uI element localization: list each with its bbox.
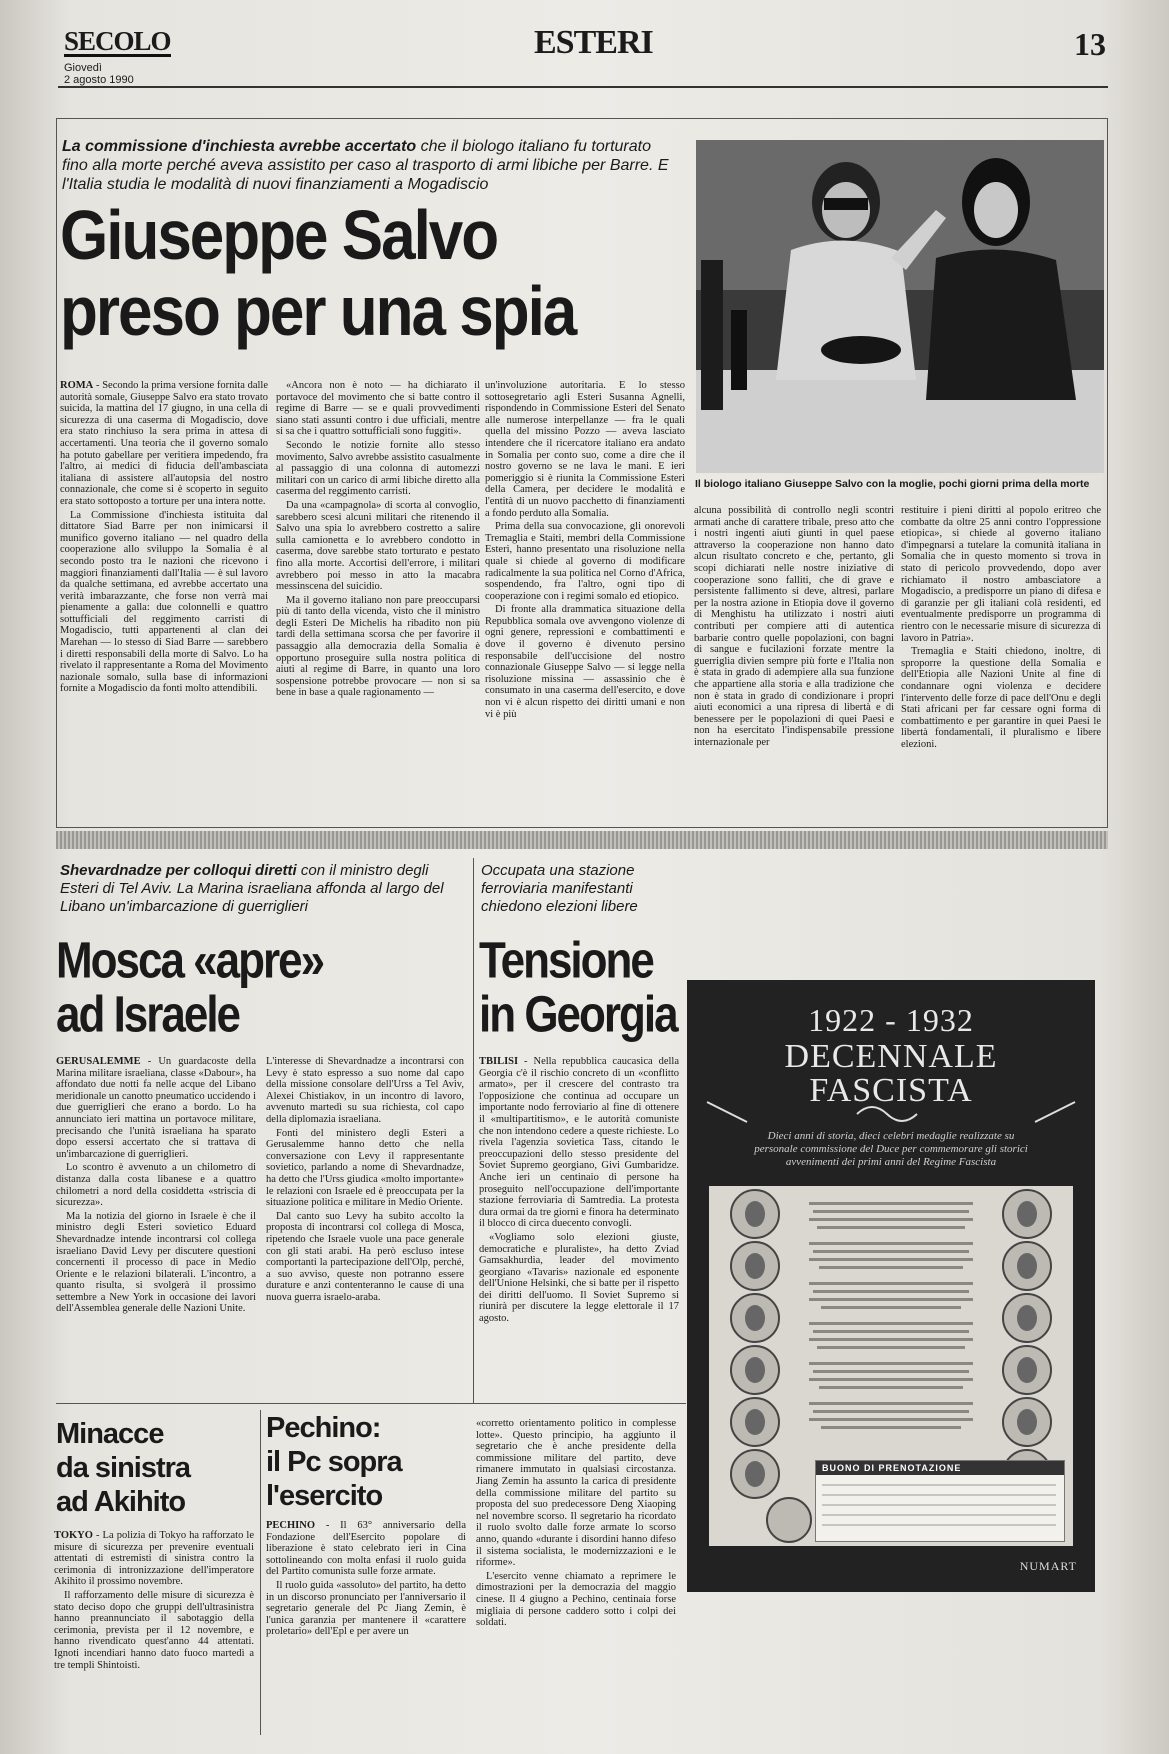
section-separator xyxy=(56,831,1108,849)
article-pechino-col2-p1: «corretto orientamento politico in complesse lotte». Questo principio, ha aggiunto il segretario che è anche presidente della commissione militare del partito, deve rimanere immutato in qualsiasi circostanza. Jiang Zemin ha assunto la carica di presidente della commissione militare del partito su proposta del suo predecessore Deng Xiaoping nel novembre scorso. Il segretario ha ricordato il ruolo svolto dalle forze armate lo scorso anno, quando «durante i disordini hanno difeso il sistema socialista, le modernizzazioni e le riforme». xyxy=(476,1418,676,1569)
article-mosca-headline-line2: ad Israele xyxy=(56,986,240,1043)
article-pechino-headline-line3: l'esercito xyxy=(266,1480,383,1512)
article-mosca-kicker-rest: con il ministro degli Esteri di Tel Aviv. La Marina israeliana affonda al largo del Libano un'imbarcazione di guerriglieri xyxy=(60,862,444,915)
section-title: ESTERI xyxy=(534,24,653,61)
dateline: TBILISI xyxy=(479,1056,519,1067)
photo-salvo-and-wife xyxy=(696,140,1104,473)
article-pechino-headline-line1: Pechino: xyxy=(266,1412,381,1444)
photo-illustration xyxy=(696,140,1104,473)
dateline: ROMA xyxy=(60,380,94,391)
article-salvo-headline-line1: Giuseppe Salvo xyxy=(60,197,498,275)
article-mosca-col-1 xyxy=(56,1056,256,1406)
article-mosca-kicker-bold: Shevardnadze per colloqui diretti xyxy=(60,862,297,879)
article-mosca-kicker xyxy=(60,862,460,916)
article-mosca-col2-p1: L'interesse di Shevardnadze a incontrarsi con Levy è stato espresso a suo nome dal capo della missione consolare dell'Urss a Tel Aviv, Alexei Chistiakov, in un incontro di lavoro, avvenuto martedì su sua richiesta, col capo della diplomazia israeliana. xyxy=(266,1056,464,1125)
article-salvo-kicker-bold: La commissione d'inchiesta avrebbe accertato xyxy=(62,138,417,155)
article-georgia-headline-line1: Tensione xyxy=(479,932,653,989)
article-salvo-col2-p4: Ma il governo italiano non pare preoccuparsi più di tanto della vicenda, visto che il ministro degli Esteri De Michelis ha ribadito non più tardi della settimana scorsa che per favorire il passaggio alla democrazia della Somalia è opportuno proseguire sulla nostra politica di aiuti al regime di Barre, in quanto una loro sospensione potrebbe provocare — non si sa bene in base a quale ragionamento — xyxy=(276,594,480,699)
dateline: GERUSALEMME xyxy=(56,1056,141,1067)
article-salvo-col1-p1 xyxy=(60,380,268,508)
article-salvo-col5-p2: Tremaglia e Staiti chiedono, inoltre, di sproporre la questione della Somalia e dell'Etiopia alle Nazioni Unite al fine di condannare ogni violenza e decidere l'intervento delle forze di pace dell'Onu e degli Stati africani per far cessare ogni forma di combattimento e per garantire in quei Paesi le libertà fondamentali, il pluralismo e libere elezioni. xyxy=(901,646,1101,750)
article-mosca-col1-p3: Ma la notizia del giorno in Israele è che il ministro degli Esteri sovietico Eduard Shevardnadze intende incontrarsi col collega israeliano David Levy per discutere questioni concernenti il processo di pace in Medio Oriente e le relazioni bilaterali. L'incontro, a quanto risulta, si svolgerà il prossimo settembre a New York in occasione dei lavori dell'Assemblea generale delle Nazioni Unite. xyxy=(56,1210,256,1315)
masthead-logo: SECOLO xyxy=(64,26,171,56)
article-salvo-col1-p2: La Commissione d'inchiesta istituita dal dittatore Siad Barre per non inimicarsi il munifico governo italiano — nel quadro della cooperazione allo sviluppo la Somalia è al secondo posto tra le nazioni che ricevono i maggiori finanziamenti dall'Italia — è sul lavoro da qualche settimana, ed avrebbe accertato una verità imbarazzante, che forse non verrà mai pienamente a galla: due colonnelli e quattro sottufficiali del reggimento carristi di Mogadiscio, tutti appartenenti al clan dei Marehan — lo stesso di Siad Barre — sarebbero i diretti responsabili della morte di Salvo. Lo ha rivelato il rappresentante a Roma del Movimento nazionale somalo, sulla base di informazioni fornite a Mogadiscio da fonti molto attendibili. xyxy=(60,509,268,695)
article-georgia-kicker: Occupata una stazione ferroviaria manifestanti chiedono elezioni libere xyxy=(481,862,638,915)
article-mosca-col1-p1 xyxy=(56,1056,256,1160)
article-salvo-kicker xyxy=(62,137,677,194)
advert-decennale xyxy=(687,980,1095,1592)
advert-coupon xyxy=(815,1460,1065,1542)
advert-subtitle: Dieci anni di storia, dieci celebri medaglie realizzate su personale commissione del Duce per commemorare gli storici avvenimenti dei primi anni del Regime Fascista xyxy=(754,1130,1028,1168)
paragraph-text: - Un guardacoste della Marina militare israeliana, classe «Dabour», ha affondato due notti fa nelle acque del Libano meridionale un canotto pneumatico uccidendo i due guerriglieri che erano a bordo. Lo ha annunciato ieri mattina un portavoce militare, precisando che l'unità israeliana ha sparato dopo essersi accertato che si trattava di un'imbarcazione di guerriglieri. xyxy=(56,1056,256,1160)
article-salvo-col3-p3: Di fronte alla drammatica situazione della Repubblica somala ove avvengono violenze di ogni genere, repressioni e combattimenti e dove il governo è divenuto persino responsabile dell'uccisione del nostro connazionale Giuseppe Salvo — si legge nella risoluzione missina — assassinio che è consumato in una caserma dell'esercito, e dove non vi è alcun rispetto dei diritti umani e non vi è più xyxy=(485,604,685,720)
masthead-rule xyxy=(58,86,1108,88)
paragraph-text: - Il 63° anniversario della Fondazione dell'Esercito popolare di liberazione è stato celebrato ieri in Cina sottolineando con molta enfasi il ruolo guida del Partito comunista sulle forze armate. xyxy=(266,1520,466,1578)
row-rule xyxy=(56,1403,686,1404)
advert-medals-panel xyxy=(709,1186,1073,1546)
article-salvo-col4-p1: alcuna possibilità di controllo negli scontri armati anche di carattere tribale, preso atto che i nostri ingenti aiuti giunti in quel paese attraverso la cooperazione non hanno dato alcun risultato concreto e che, pertanto, gli scopi dichiarati nelle nostre iniziative di cooperazione sono falliti, che di grave e persistente fallimento si deve, altresì, parlare per la nostra azione in Etiopia dove il governo di Menghistu ha utilizzato i nostri aiuti contributi per compiere atti di autentica barbarie contro quelle popolazioni, con bagni di sangue e fucilazioni forzate mentre la guerriglia divien sempre più forte e l'Italia non è stata in grado di adempiere alla sua funzione che appartiene alla storia e alla tradizione che non è stata in grado di condizionare i propri aiuti economici a una ripresa di libertà e di benessere per le popolazioni di quei Paesi e non ha esercitato l'indispensabile pressione internazionale per xyxy=(694,505,894,748)
article-georgia-headline-line2: in Georgia xyxy=(479,986,677,1043)
page-number: 13 xyxy=(1074,26,1106,62)
article-salvo-col-5 xyxy=(901,505,1101,816)
article-mosca-col1-p2: Lo scontro è avvenuto a un chilometro di distanza dalla costa libanese e a quattro chilometri a nord della cosiddetta «striscia di sicurezza». xyxy=(56,1162,256,1209)
article-pechino-headline-line2: il Pc sopra xyxy=(266,1446,402,1478)
article-salvo-col-1 xyxy=(60,380,268,816)
article-salvo-col3-p2: Prima della sua convocazione, gli onorevoli Tremaglia e Staiti, membri della Commissione Esteri, hanno presentato una risoluzione nella quale si chiede al governo di modificare radicalmente la sua politica nel Corno d'Africa, sospendendo, fra l'altro, ogni tipo di cooperazione con i regimi somalo ed etiopico. xyxy=(485,521,685,602)
article-mosca-col2-p2: Fonti del ministero degli Esteri a Gerusalemme hanno detto che nella conversazione con Levy il rappresentante sovietico, parlando a nome di Shevardnadze, ha detto che l'Urss giudica «molto importante» le relazioni con Israele ed è preoccupata per la situazione politica e militare in Medio Oriente. xyxy=(266,1127,464,1209)
article-pechino-col1-p1 xyxy=(266,1520,466,1578)
article-salvo-col5-p1: restituire i pieni diritti al popolo eritreo che combatte da oltre 25 anni contro l'oppressione etiopica», si chiede al governo italiano d'impegnarsi a tutelare la comunità italiana in Somalia che in questo momento si trova in stato di pericolo provvedendo, dopo aver richiamato il nostro ambasciatore a Mogadiscio, a predisporre un piano di difesa e di garanzie per gli italiani colà residenti, ed eventualmente predisporre un programma di rientro con le necessarie misure di sicurezza di lavoro in Patria». xyxy=(901,505,1101,644)
article-salvo-col2-p3: Da una «campagnola» di scorta al convoglio, sarebbero scesi alcuni militari che ritenendo il Salvo una spia lo avrebbero costretto a salire sulla camionetta e lo avrebbero condotto in caserma, dove sarebbe stato torturato e pestato fino alla morte. Accortisi dell'errore, i militari avrebbero poi messo in atto la macabra messinscena del suicidio. xyxy=(276,499,480,593)
article-pechino-col-1 xyxy=(266,1520,466,1735)
masthead-date-value: 2 agosto 1990 xyxy=(64,74,134,86)
article-salvo-col-3 xyxy=(485,380,685,816)
paragraph-text: - Nella repubblica caucasica della Georgia c'è il rischio concreto di un «conflitto armato», per il crescere del contrasto tra l'opposizione che continua ad occupare un importante nodo ferroviario al fine di ottenere il «multipartitismo», e le autorità comuniste che non intendono cedere a queste richieste. Lo rivela l'agenzia sovietica Tass, citando le preoccupazioni dello stesso presidente del Soviet Supremo georgiano, Givi Gumbaridze. Anche ieri un centinaio di persone ha proseguito nell'occupazione dell'importante stazione ferroviaria di Samtredia. La protesta dura ormai da tre giorni e finora ha determinato il blocco di circa duecento convogli. xyxy=(479,1056,679,1230)
advert-title-line1: DECENNALE xyxy=(784,1038,998,1075)
article-akihito-headline-line2: da sinistra xyxy=(56,1452,191,1484)
advert-brand: NUMART xyxy=(1019,1559,1077,1573)
advert-title-line2: FASCISTA xyxy=(809,1072,973,1109)
article-akihito-col1-p1 xyxy=(54,1530,254,1588)
paragraph-text: - Secondo la prima versione fornita dalle autorità somale, Giuseppe Salvo era stato trovato suicida, la mattina del 17 giugno, in una cella di sicurezza di una caserma di Mogadiscio, dove era stato rinchiuso la sera prima in attesa di accertamenti. Una teoria che il governo somalo ha potuto gabellare per veritiera impedendo, fra l'altro, ai medici di fiducia dell'ambasciata italiana di assistere all'autopsia del nostro connazionale, che come si è scoperto in seguito era stato sottoposto a torture per una intera notte. xyxy=(60,380,268,507)
article-akihito-col-1 xyxy=(54,1530,254,1735)
photo-caption: Il biologo italiano Giuseppe Salvo con la moglie, pochi giorni prima della morte xyxy=(695,478,1090,490)
article-salvo-col-4 xyxy=(694,505,894,816)
article-georgia-col-1 xyxy=(479,1056,679,1406)
paragraph-text: - La polizia di Tokyo ha rafforzato le misure di sicurezza per prevenire eventuali attentati di estremisti di sinistra contro la cerimonia di intronizzazione dell'imperatore Akihito il prossimo novembre. xyxy=(54,1530,254,1588)
article-akihito-col1-p2: Il rafforzamento delle misure di sicurezza è stato deciso dopo che gruppi dell'ultrasinistra hanno preannunciato il sabotaggio della cerimonia, prevista per il 12 novembre, e hanno rivendicato quest'anno 44 attentati. Ignoti incendiari hanno dato fuoco martedì a tre templi Shintoisti. xyxy=(54,1589,254,1671)
article-pechino-col2-p2: L'esercito venne chiamato a reprimere le dimostrazioni per la democrazia del maggio cinese. Il 4 giugno a Pechino, centinaia forse migliaia di persone caddero sotto i colpi dei soldati. xyxy=(476,1570,676,1629)
article-salvo-headline-line2: preso per una spia xyxy=(60,273,576,351)
article-akihito-headline-line1: Minacce xyxy=(56,1418,164,1450)
article-pechino-col-2 xyxy=(476,1418,676,1735)
article-salvo-col2-p2: Secondo le notizie fornite allo stesso movimento, Salvo avrebbe assistito casualmente al passaggio di una colonna di automezzi militari con un carico di armi libiche diretto alla caserma del reggimento carristi. xyxy=(276,439,480,498)
article-mosca-headline-line1: Mosca «apre» xyxy=(56,932,324,989)
article-pechino-col1-p2: Il ruolo guida «assoluto» del partito, ha detto in un discorso pronunciato per l'anniversario il segretario generale del Pc Jiang Zemin, è l'unica garanzia per mantenere il «carattere proletario» dell'Epl e per avere un xyxy=(266,1579,466,1638)
coupon-lines xyxy=(816,1475,1062,1535)
dateline: PECHINO xyxy=(266,1520,316,1531)
article-salvo-col2-p1: «Ancora non è noto — ha dichiarato il portavoce del movimento che si batte contro il regime di Barre — se e quali provvedimenti siano stati assunti contro i due ufficiali, mentre si sa che i quattro sottufficiali sono fuggiti». xyxy=(276,380,480,438)
dateline: TOKYO xyxy=(54,1530,93,1541)
article-salvo-kicker-rest: che il biologo italiano fu torturato fino alla morte perché aveva assistito per caso al trasporto di armi libiche per Barre. E l'Italia studia le modalità di nuovi finanziamenti a Mogadiscio xyxy=(62,138,669,193)
masthead-day: Giovedì xyxy=(64,62,102,74)
column-rule xyxy=(260,1410,261,1735)
article-salvo-col-2 xyxy=(276,380,480,816)
masthead-date xyxy=(64,62,134,86)
advert-ornament xyxy=(687,1092,1095,1132)
advert-coupon-title: BUONO DI PRENOTAZIONE xyxy=(816,1461,1064,1475)
article-salvo-col3-p1: un'involuzione autoritaria. E lo stesso sottosegretario agli Esteri Susanna Agnelli, rispondendo in Commissione Esteri del Senato alle numerose interpellanze — fra le quali quella del missino Pozzo — aveva lasciato intendere che il ricercatore italiano era andato in Somalia per conto suo, come a dire che il nostro governo se ne lava le mani. E ieri pomeriggio si è riunita la Commissione Esteri della Camera, per decidere le modalità e l'entità di un nuovo pacchetto di finanziamenti a fondo perduto alla Somalia. xyxy=(485,380,685,519)
advert-years: 1922 - 1932 xyxy=(808,1002,974,1038)
article-georgia-col1-p1 xyxy=(479,1056,679,1230)
article-mosca-col-2 xyxy=(266,1056,464,1406)
article-akihito-headline-line3: ad Akihito xyxy=(56,1486,186,1518)
article-georgia-col1-p2: «Vogliamo solo elezioni giuste, democratiche e pluraliste», ha detto Zviad Gamsakhurdia, leader del movimento georgiano «Tavaris» nazionale ed esponente dell'Unione Helsinki, che si batte per il rispetto dei diritti dell'uomo. Il Soviet Supremo si riunirà per discutere la legge elettorale il 17 agosto. xyxy=(479,1231,679,1325)
article-mosca-col2-p3: Dal canto suo Levy ha subito accolto la proposta di incontrarsi col collega di Mosca, ripetendo che Israele vuole una pace generale con gli stati arabi. Ha però escluso intese comportanti la partecipazione dell'Olp, perché, a suo avviso, queste non potranno essere durature e anzi contenteranno le cause di una nuova guerra israelo-araba. xyxy=(266,1210,464,1303)
column-rule xyxy=(473,858,474,1403)
